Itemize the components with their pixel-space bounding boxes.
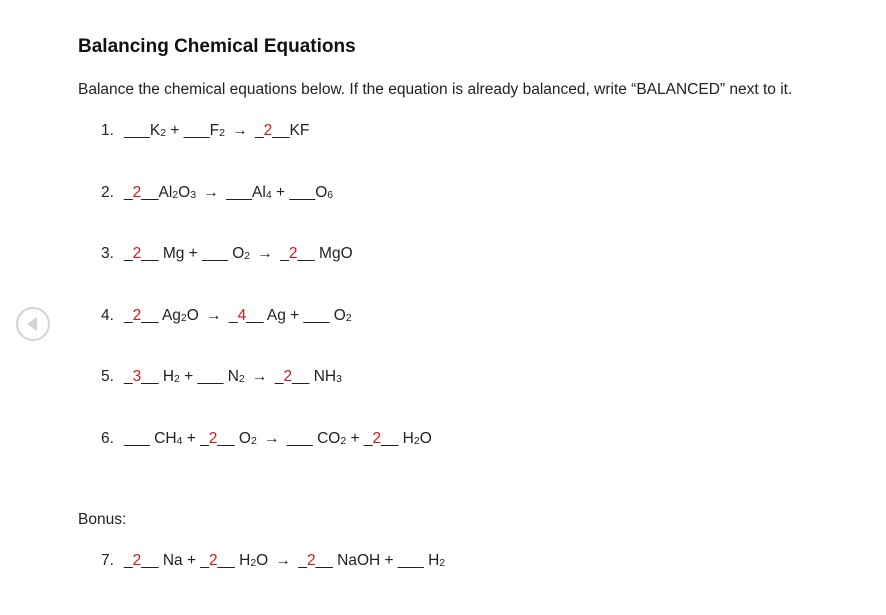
- subscript: 4: [176, 435, 183, 447]
- plus-sign: +: [285, 307, 304, 324]
- element-symbol: KF: [289, 122, 310, 139]
- formula: [162, 307, 199, 324]
- formula: [159, 184, 197, 201]
- answer-blank: __: [292, 368, 314, 385]
- answer-blank: __: [217, 430, 239, 447]
- answer-blank: __: [141, 184, 159, 201]
- coefficient: 2: [132, 184, 142, 201]
- bonus-label: Bonus:: [78, 511, 127, 528]
- coefficient: 2: [208, 552, 218, 569]
- formula: [290, 122, 310, 139]
- reaction-arrow: →: [201, 307, 226, 324]
- formula: [267, 307, 286, 324]
- answer-blank: _: [124, 245, 133, 262]
- element-symbol: K: [149, 122, 161, 139]
- subscript: 2: [219, 127, 225, 139]
- formula: [334, 307, 352, 324]
- element-symbol: H: [428, 552, 440, 569]
- instructions: Balance the chemical equations below. If the equation is already balanced, write “BALANCED” next to it.: [78, 81, 793, 98]
- subscript: 2: [238, 373, 245, 385]
- subscript: 2: [244, 250, 251, 262]
- element-symbol: O: [238, 430, 251, 447]
- plus-sign: +: [346, 430, 364, 447]
- chevron-left-icon: [27, 317, 37, 331]
- formula: [150, 122, 166, 139]
- answer-blank: _: [200, 430, 209, 447]
- element-symbol: H: [239, 552, 251, 569]
- element-symbol: Al: [252, 184, 266, 201]
- formula: [239, 552, 268, 569]
- formula: [319, 245, 353, 262]
- answer-blank: ___: [197, 368, 228, 385]
- formula: [163, 552, 183, 569]
- element-symbol: Ag: [161, 307, 181, 324]
- equation-2: [101, 184, 333, 202]
- element-symbol: H: [162, 368, 175, 385]
- element-symbol: CH: [154, 430, 177, 447]
- answer-blank: _: [274, 368, 284, 385]
- formula: [403, 430, 432, 447]
- coefficient: 2: [372, 430, 382, 447]
- coefficient: 2: [132, 245, 142, 262]
- coefficient: 2: [208, 430, 218, 447]
- reaction-arrow: →: [247, 368, 272, 385]
- coefficient: 2: [283, 368, 293, 385]
- equation-3: [101, 245, 353, 263]
- formula: [317, 430, 346, 447]
- answer-blank: ___: [183, 122, 210, 139]
- subscript: 3: [190, 189, 197, 201]
- subscript: 2: [180, 312, 187, 324]
- element-symbol: Mg: [162, 245, 185, 262]
- formula: [163, 245, 185, 262]
- subscript: 2: [345, 312, 352, 324]
- element-symbol: O: [419, 430, 432, 447]
- formula: [314, 368, 342, 385]
- subscript: 2: [250, 435, 257, 447]
- formula: [315, 184, 333, 201]
- subscript: 2: [340, 435, 347, 447]
- plus-sign: +: [182, 552, 201, 569]
- equation-number: 4.: [101, 307, 114, 324]
- equation-number: 1.: [101, 122, 114, 139]
- reaction-arrow: →: [271, 552, 296, 569]
- reaction-arrow: →: [259, 430, 284, 447]
- answer-blank: _: [124, 184, 133, 201]
- answer-blank: _: [124, 307, 133, 324]
- subscript: 4: [265, 189, 272, 201]
- element-symbol: NH: [313, 368, 337, 385]
- equation-5: [101, 368, 342, 386]
- answer-blank: _: [298, 552, 307, 569]
- reaction-arrow: →: [199, 184, 224, 201]
- answer-blank: __: [141, 245, 163, 262]
- formula: [232, 245, 250, 262]
- answer-blank: ___: [303, 307, 334, 324]
- equation-number: 3.: [101, 245, 114, 262]
- answer-blank: _: [124, 368, 133, 385]
- subscript: 3: [336, 373, 342, 385]
- coefficient: 2: [132, 307, 142, 324]
- subscript: 2: [172, 189, 179, 201]
- answer-blank: __: [141, 307, 162, 324]
- plus-sign: +: [166, 122, 184, 139]
- element-symbol: N: [227, 368, 239, 385]
- coefficient: 4: [237, 307, 247, 324]
- formula: [239, 430, 257, 447]
- answer-blank: __: [141, 368, 163, 385]
- answer-blank: __: [141, 552, 163, 569]
- coefficient: 2: [306, 552, 316, 569]
- equation-4: [101, 307, 352, 325]
- subscript: 6: [327, 189, 334, 201]
- formula: [154, 430, 182, 447]
- answer-blank: __: [297, 245, 320, 262]
- equation-number: 7.: [101, 552, 114, 569]
- formula: [228, 368, 245, 385]
- subscript: 2: [160, 127, 167, 139]
- answer-blank: _: [280, 245, 289, 262]
- plus-sign: +: [380, 552, 398, 569]
- coefficient: 3: [132, 368, 142, 385]
- answer-blank: _: [363, 430, 373, 447]
- plus-sign: +: [271, 184, 290, 201]
- plus-sign: +: [184, 245, 203, 262]
- equation-number: 6.: [101, 430, 114, 447]
- element-symbol: Ag: [266, 307, 286, 324]
- coefficient: 2: [263, 122, 273, 139]
- reaction-arrow: →: [253, 245, 278, 262]
- subscript: 2: [250, 557, 257, 569]
- plus-sign: +: [182, 430, 201, 447]
- element-symbol: O: [256, 552, 269, 569]
- element-symbol: O: [232, 245, 245, 262]
- answer-blank: __: [381, 430, 403, 447]
- coefficient: 2: [288, 245, 298, 262]
- answer-blank: ___: [124, 122, 150, 139]
- answer-blank: _: [228, 307, 238, 324]
- plus-sign: +: [179, 368, 198, 385]
- page-title: Balancing Chemical Equations: [78, 36, 356, 57]
- equation-7: [101, 552, 445, 570]
- equation-number: 5.: [101, 368, 114, 385]
- element-symbol: O: [178, 184, 191, 201]
- answer-blank: ___: [124, 430, 155, 447]
- element-symbol: H: [402, 430, 414, 447]
- answer-blank: _: [255, 122, 264, 139]
- element-symbol: F: [209, 122, 220, 139]
- answer-blank: ___: [289, 184, 316, 201]
- element-symbol: O: [315, 184, 328, 201]
- answer-blank: __: [272, 122, 290, 139]
- formula: [337, 552, 380, 569]
- answer-blank: __: [246, 307, 267, 324]
- element-symbol: CO: [317, 430, 341, 447]
- equation-number: 2.: [101, 184, 114, 201]
- answer-blank: _: [124, 552, 133, 569]
- answer-blank: __: [217, 552, 240, 569]
- subscript: 2: [174, 373, 180, 385]
- formula: [428, 552, 445, 569]
- answer-blank: ___: [397, 552, 429, 569]
- element-symbol: Al: [158, 184, 173, 201]
- subscript: 2: [413, 435, 420, 447]
- answer-blank: ___: [286, 430, 318, 447]
- answer-blank: _: [200, 552, 209, 569]
- reaction-arrow: →: [227, 122, 253, 139]
- element-symbol: O: [186, 307, 199, 324]
- formula: [210, 122, 225, 139]
- element-symbol: NaOH: [337, 552, 381, 569]
- equation-1: [101, 122, 309, 140]
- equation-6: [101, 430, 432, 448]
- answer-blank: __: [315, 552, 338, 569]
- formula: [252, 184, 272, 201]
- back-button[interactable]: [16, 307, 50, 341]
- formula: [163, 368, 180, 385]
- element-symbol: MgO: [319, 245, 353, 262]
- coefficient: 2: [132, 552, 142, 569]
- answer-blank: ___: [226, 184, 253, 201]
- element-symbol: Na: [162, 552, 183, 569]
- subscript: 2: [439, 557, 446, 569]
- answer-blank: ___: [202, 245, 233, 262]
- element-symbol: O: [333, 307, 346, 324]
